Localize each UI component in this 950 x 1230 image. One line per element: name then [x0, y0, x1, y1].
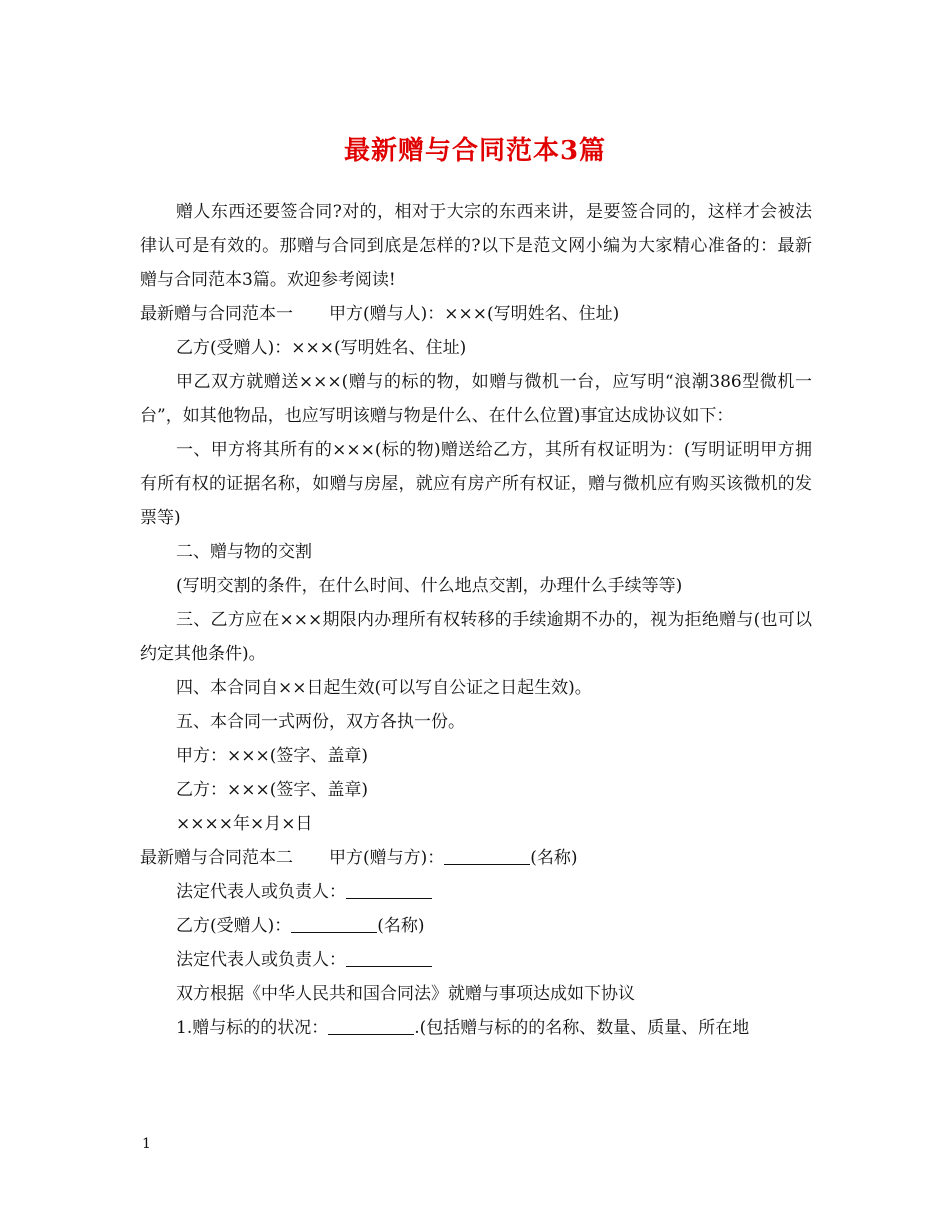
- sample2-party-b-line: [140, 909, 812, 943]
- intro-paragraph: 赠人东西还要签合同?对的，相对于大宗的东西来讲，是要签合同的，这样才会被法律认可是有效的。那赠与合同到底是怎样的?以下是范文网小编为大家精心准备的：最新赠与合同范本3篇。欢迎参考阅读!: [140, 202, 812, 290]
- sample1-heading-line: [140, 297, 812, 331]
- sample1-clause-2-body: (写明交割的条件，在什么时间、什么地点交割，办理什么手续等等): [176, 576, 683, 596]
- sample1-party-a: 甲方(赠与人)：×××(写明姓名、住址): [329, 304, 620, 324]
- sample2-rep-a-label: 法定代表人或负责人：: [176, 882, 346, 902]
- blank-line: [444, 848, 530, 865]
- document-body: [140, 195, 812, 1045]
- sample1-clause-1: 一、甲方将其所有的×××(标的物)赠送给乙方，其所有权证明为：(写明证明甲方拥有所有权的证据名称，如赠与房屋，就应有房产所有权证，赠与微机应有购买该微机的发票等): [140, 440, 812, 528]
- document-title: 最新赠与合同范本3篇: [343, 136, 607, 166]
- sample2-party-a-suffix: (名称): [530, 848, 578, 868]
- blank-line: [291, 916, 377, 933]
- sample2-heading-line: [140, 841, 812, 875]
- sample2-item-1-label: 1.赠与标的的状况：: [176, 1018, 329, 1038]
- sample2-rep-b-line: [140, 943, 812, 977]
- sample2-item-1-suffix: .(包括赠与标的的名称、数量、质量、所在地: [414, 1018, 750, 1038]
- sample1-sign-a: 甲方：×××(签字、盖章): [176, 746, 368, 766]
- blank-line: [346, 950, 432, 967]
- sample1-sign-b: 乙方：×××(签字、盖章): [176, 780, 368, 800]
- sample1-clause-4: 四、本合同自××日起生效(可以写自公证之日起生效)。: [176, 678, 592, 698]
- blank-line: [328, 1018, 414, 1035]
- sample1-agreement: 甲乙双方就赠送×××(赠与的标的物，如赠与微机一台，应写明“浪潮386型微机一台”，如其他物品，也应写明该赠与物是什么、在什么位置)事宜达成协议如下：: [140, 372, 812, 426]
- sample2-party-b-suffix: (名称): [377, 916, 425, 936]
- blank-line: [346, 882, 432, 899]
- sample1-party-b: 乙方(受赠人)：×××(写明姓名、住址): [176, 338, 467, 358]
- page-number: 1: [142, 1136, 151, 1152]
- sample1-clause-3: 三、乙方应在×××期限内办理所有权转移的手续逾期不办的，视为拒绝赠与(也可以约定其他条件)。: [140, 610, 812, 664]
- sample2-heading: 最新赠与合同范本二: [140, 848, 293, 868]
- sample1-heading: 最新赠与合同范本一: [140, 304, 293, 324]
- sample2-rep-b-label: 法定代表人或负责人：: [176, 950, 346, 970]
- sample1-clause-5: 五、本合同一式两份，双方各执一份。: [176, 712, 465, 732]
- sample2-rep-a-line: [140, 875, 812, 909]
- sample2-party-a-label: 甲方(赠与方)：: [329, 848, 445, 868]
- sample1-clause-2-title: 二、赠与物的交割: [176, 542, 312, 562]
- sample1-date: ××××年×月×日: [176, 814, 313, 834]
- sample2-party-b-label: 乙方(受赠人)：: [176, 916, 292, 936]
- sample2-basis: 双方根据《中华人民共和国合同法》就赠与事项达成如下协议: [176, 984, 635, 1004]
- sample2-item-1-line: [140, 1011, 812, 1045]
